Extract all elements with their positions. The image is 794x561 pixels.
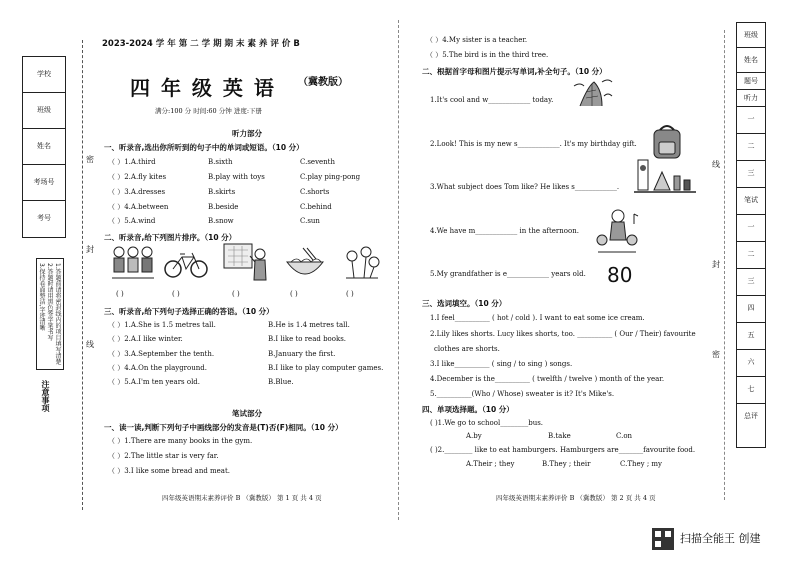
notice-line-3: 3.保持卷面整洁,字迹清晰	[38, 263, 45, 331]
section1-heading: 一、听录音,选出你所听到的句子中的单词或短语。（10 分）	[104, 143, 304, 152]
s4-item3: （ ）3.I like some bread and meat.	[108, 467, 231, 475]
p2-s4-q1-b: B.take	[548, 432, 571, 440]
right-seal-char-2: 封	[712, 260, 720, 269]
s3-item3-a: （ ）3.A.September the tenth.	[108, 350, 215, 358]
s1-item1-b: B.sixth	[208, 158, 233, 166]
s4-item1: （ ）1.There are many books in the gym.	[108, 437, 253, 445]
p2-section4-heading: 四、单项选择题。（10 分）	[422, 405, 514, 414]
s2-blank-2[interactable]: ( )	[172, 290, 180, 298]
schoolbag-picture	[650, 124, 684, 160]
score-label-listening: 听力	[737, 90, 765, 107]
scanner-logo	[652, 528, 674, 550]
p2-s4-q1-c: C.on	[616, 432, 633, 440]
p2-s3-item1: 1.I feel__________ ( hot / cold ). I want to eat some ice cream.	[430, 314, 645, 322]
score-label-l2: 二	[737, 134, 765, 161]
s1-item2-a: （ ）2.A.fly kites	[108, 173, 167, 181]
seal-line-right	[724, 30, 725, 500]
p2-s2-item3: 3.What subject does Tom like? He likes s____________.	[430, 183, 620, 191]
s1-item1-c: C.seventh	[300, 158, 335, 166]
s3-item2-a: （ ）2.A.I like winter.	[108, 335, 183, 343]
student-info-box	[22, 56, 66, 238]
s1-item5-a: （ ）5.A.wind	[108, 217, 156, 225]
s3-item5-a: （ ）5.A.I'm ten years old.	[108, 378, 201, 386]
p2-section3-heading: 三、选词填空。（10 分）	[422, 299, 507, 308]
s2-blank-5[interactable]: ( )	[346, 290, 354, 298]
section2-heading: 二、听录音,给下列图片排序。（10 分）	[104, 233, 237, 242]
school-label: 学校	[23, 57, 65, 93]
page-title: 四 年 级 英 语	[130, 76, 276, 100]
p2-s4-q2-b: B.They ; their	[542, 460, 591, 468]
s3-item3-b: B.January the first.	[268, 350, 336, 358]
p2-s3-item4: 4.December is the__________ ( twelfth / twelve ) month of the year.	[430, 375, 665, 383]
p2-top-item4: （ ）4.My sister is a teacher.	[426, 36, 528, 44]
p2-section2-heading: 二、根据首字母和图片提示写单词,补全句子。（10 分）	[422, 67, 607, 76]
music-children-picture	[592, 208, 642, 254]
s3-item2-b: B.I like to read books.	[268, 335, 347, 343]
s2-blank-4[interactable]: ( )	[290, 290, 298, 298]
section4-heading: 一、读一读,判断下列句子中画线部分的发音是(T)否(F)相同。（10 分）	[104, 423, 343, 432]
family-picture	[110, 244, 156, 280]
exam-meta: 满分:100 分 时间:60 分钟 进度:下册	[155, 107, 263, 115]
score-label-w1: 一	[737, 215, 765, 242]
score-label-w7: 七	[737, 377, 765, 404]
s1-item5-c: C.sun	[300, 217, 320, 225]
s1-item3-a: （ ）3.A.dresses	[108, 188, 166, 196]
seal-char-1: 密	[86, 155, 94, 164]
s3-item4-a: （ ）4.A.On the playground.	[108, 364, 207, 372]
s1-item3-b: B.skirts	[208, 188, 236, 196]
s1-item5-b: B.snow	[208, 217, 234, 225]
s1-item4-b: B.beside	[208, 203, 239, 211]
s2-blank-3[interactable]: ( )	[232, 290, 240, 298]
page2-footer: 四年级英语期末素养评价 B （冀教版） 第 2 页 共 4 页	[496, 494, 656, 502]
p2-s2-item4: 4.We have m____________ in the afternoon.	[430, 227, 579, 235]
s4-item2: （ ）2.The little star is very far.	[108, 452, 219, 460]
score-label-w4: 四	[737, 296, 765, 323]
p2-s4-q1-a: A.by	[466, 432, 482, 440]
s1-item2-b: B.play with toys	[208, 173, 265, 181]
seal-line-left	[82, 40, 83, 510]
score-label-name: 姓名	[737, 48, 765, 73]
page1-footer: 四年级英语期末素养评价 B （冀教版） 第 1 页 共 4 页	[162, 494, 322, 502]
score-label-w6: 六	[737, 350, 765, 377]
listening-heading: 听力部分	[232, 129, 262, 138]
year-line: 2023-2024 学 年 第 二 学 期 期 末 素 养 评 价 B	[102, 39, 300, 49]
score-label-class: 班级	[737, 23, 765, 48]
notice-line-1: 1.答题前请将密封线内的项目填写清楚	[54, 263, 61, 365]
exam-room-label: 考场号	[23, 165, 65, 201]
p2-s2-item5: 5.My grandfather is e____________ years old.	[430, 270, 586, 278]
bicycle-picture	[164, 250, 208, 278]
s1-item2-c: C.play ping-pong	[300, 173, 361, 181]
p2-s4-q1: ( )1.We go to school________bus.	[430, 419, 544, 427]
science-lab-picture	[632, 158, 698, 198]
s1-item3-c: C.shorts	[300, 188, 330, 196]
score-table	[736, 22, 766, 448]
section3-heading: 三、听录音,给下列句子选择正确的答语。（10 分）	[104, 307, 274, 316]
p2-s4-q2-c: C.They ; my	[620, 460, 663, 468]
notice-line-2: 2.答题时请用黑色签字笔书写	[46, 263, 53, 341]
score-label-qnum: 题号	[737, 73, 765, 90]
number-80: 80	[607, 263, 633, 287]
written-heading: 笔试部分	[232, 409, 262, 418]
edition-label: （冀教版）	[298, 77, 348, 88]
noodles-picture	[283, 246, 327, 280]
p2-top-item5: （ ）5.The bird is in the third tree.	[426, 51, 549, 59]
score-label-w3: 三	[737, 269, 765, 296]
flowers-picture	[342, 244, 382, 282]
score-label-l3: 三	[737, 161, 765, 188]
scanner-text: 扫描全能王 创建	[680, 532, 761, 545]
p2-s4-q2-a: A.Their ; they	[466, 460, 515, 468]
seal-line-mid	[398, 20, 399, 520]
p2-s3-item2: 2.Lily likes shorts. Lucy likes shorts, too. __________ ( Our / Their) favourite	[430, 330, 696, 338]
p2-s3-item3: 3.I like__________ ( sing / to sing ) songs.	[430, 360, 573, 368]
s2-blank-1[interactable]: ( )	[116, 290, 124, 298]
right-seal-char-3: 密	[712, 350, 720, 359]
class-label: 班级	[23, 93, 65, 129]
p2-s3-item2-cont: clothes are shorts.	[434, 345, 500, 353]
map-teacher-picture	[222, 242, 270, 282]
windy-leaf-picture	[572, 76, 614, 112]
s3-item5-b: B.Blue.	[268, 378, 294, 386]
seal-char-2: 封	[86, 245, 94, 254]
p2-s4-q2: ( )2.________ like to eat hamburgers. Hamburgers are_______favourite food.	[430, 446, 696, 454]
s3-item4-b: B.I like to play computer games.	[268, 364, 384, 372]
right-seal-char-1: 线	[712, 160, 720, 169]
notice-title: 注意事项	[41, 380, 50, 412]
name-label: 姓名	[23, 129, 65, 165]
s1-item4-a: （ ）4.A.between	[108, 203, 169, 211]
s3-item1-b: B.He is 1.4 metres tall.	[268, 321, 350, 329]
p2-s2-item2: 2.Look! This is my new s____________. It's my birthday gift.	[430, 140, 637, 148]
p2-s2-item1: 1.It's cool and w____________ today.	[430, 96, 554, 104]
seal-char-3: 线	[86, 340, 94, 349]
score-label-written: 笔试	[737, 188, 765, 215]
s3-item1-a: （ ）1.A.She is 1.5 metres tall.	[108, 321, 216, 329]
s1-item1-a: （ ）1.A.third	[108, 158, 156, 166]
score-label-l1: 一	[737, 107, 765, 134]
s1-item4-c: C.behind	[300, 203, 332, 211]
exam-number-label: 考号	[37, 214, 51, 222]
score-label-w2: 二	[737, 242, 765, 269]
score-label-w5: 五	[737, 323, 765, 350]
notice-box	[36, 258, 64, 370]
score-label-total: 总评	[744, 412, 758, 420]
p2-s3-item5: 5.__________(Who / Whose) sweater is it? It's Mike's.	[430, 390, 615, 398]
